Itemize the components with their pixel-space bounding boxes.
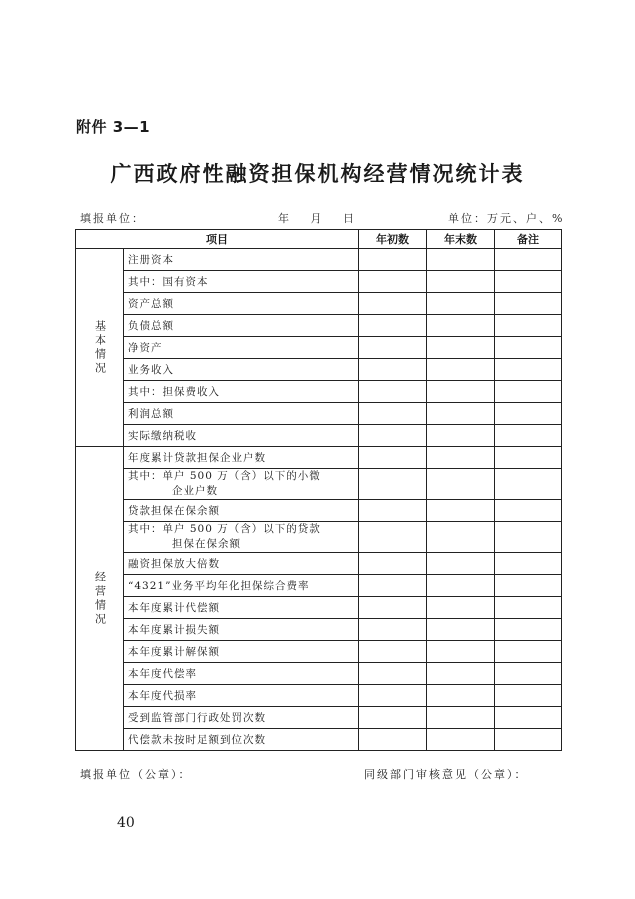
table-row <box>76 663 562 685</box>
header-end: 年末数 <box>427 230 495 249</box>
cell-begin[interactable] <box>359 707 427 729</box>
table-row <box>76 685 562 707</box>
cell-begin[interactable] <box>359 425 427 447</box>
table-row <box>76 575 562 597</box>
cell-end[interactable] <box>427 575 495 597</box>
row-label: 本年度代偿率 <box>124 663 359 685</box>
cell-note[interactable] <box>495 575 562 597</box>
table-row <box>76 315 562 337</box>
row-label: 融资担保放大倍数 <box>124 553 359 575</box>
cell-end[interactable] <box>427 707 495 729</box>
table-row <box>76 641 562 663</box>
row-label: 其中：担保费收入 <box>124 381 359 403</box>
cell-note[interactable] <box>495 249 562 271</box>
row-label: 注册资本 <box>124 249 359 271</box>
row-label: 资产总额 <box>124 293 359 315</box>
row-label: 本年度代损率 <box>124 685 359 707</box>
cell-note[interactable] <box>495 403 562 425</box>
row-label <box>124 522 359 553</box>
cell-end[interactable] <box>427 522 495 553</box>
header-item: 项目 <box>76 230 359 249</box>
row-label-line1: 其中：单户 500 万（含）以下的贷款 <box>128 523 321 535</box>
page-number: 40 <box>117 815 135 831</box>
table-row <box>76 522 562 553</box>
cell-note[interactable] <box>495 500 562 522</box>
cell-note[interactable] <box>495 619 562 641</box>
cell-end[interactable] <box>427 553 495 575</box>
row-label-line2: 企业户数 <box>172 485 218 497</box>
cell-end[interactable] <box>427 271 495 293</box>
row-label: 负债总额 <box>124 315 359 337</box>
cell-end[interactable] <box>427 619 495 641</box>
table-row <box>76 337 562 359</box>
section-operations-label: 经营情况 <box>76 447 124 751</box>
cell-begin[interactable] <box>359 685 427 707</box>
table-row <box>76 359 562 381</box>
cell-begin[interactable] <box>359 575 427 597</box>
cell-note[interactable] <box>495 337 562 359</box>
cell-begin[interactable] <box>359 249 427 271</box>
row-label <box>124 469 359 500</box>
table-row <box>76 293 562 315</box>
table-header-row <box>76 230 562 249</box>
cell-note[interactable] <box>495 315 562 337</box>
cell-begin[interactable] <box>359 663 427 685</box>
cell-end[interactable] <box>427 403 495 425</box>
row-label: 业务收入 <box>124 359 359 381</box>
row-label: “4321”业务平均年化担保综合费率 <box>124 575 359 597</box>
cell-end[interactable] <box>427 359 495 381</box>
section-basic-label: 基本情况 <box>76 249 124 447</box>
cell-begin[interactable] <box>359 641 427 663</box>
table-row <box>76 469 562 500</box>
cell-note[interactable] <box>495 293 562 315</box>
cell-end[interactable] <box>427 685 495 707</box>
table-row <box>76 500 562 522</box>
cell-note[interactable] <box>495 729 562 751</box>
reporting-unit-seal-label: 填报单位（公章）： <box>80 768 192 781</box>
cell-end[interactable] <box>427 663 495 685</box>
table-row <box>76 597 562 619</box>
cell-begin[interactable] <box>359 337 427 359</box>
document-title: 广西政府性融资担保机构经营情况统计表 <box>110 161 525 186</box>
table-row <box>76 729 562 751</box>
units-label: 单位：万元、户、% <box>448 212 565 225</box>
row-label: 实际缴纳税收 <box>124 425 359 447</box>
cell-note[interactable] <box>495 597 562 619</box>
cell-note[interactable] <box>495 553 562 575</box>
row-label: 年度累计贷款担保企业户数 <box>124 447 359 469</box>
cell-begin[interactable] <box>359 597 427 619</box>
cell-end[interactable] <box>427 447 495 469</box>
cell-begin[interactable] <box>359 315 427 337</box>
cell-begin[interactable] <box>359 271 427 293</box>
reporting-unit-label: 填报单位： <box>80 212 145 225</box>
cell-end[interactable] <box>427 315 495 337</box>
header-begin: 年初数 <box>359 230 427 249</box>
cell-note[interactable] <box>495 641 562 663</box>
cell-note[interactable] <box>495 359 562 381</box>
cell-note[interactable] <box>495 381 562 403</box>
attachment-label: 附件 3—1 <box>76 118 151 136</box>
cell-note[interactable] <box>495 685 562 707</box>
row-label: 贷款担保在保余额 <box>124 500 359 522</box>
table-row <box>76 403 562 425</box>
table-row <box>76 707 562 729</box>
cell-begin[interactable] <box>359 403 427 425</box>
cell-end[interactable] <box>427 641 495 663</box>
cell-begin[interactable] <box>359 469 427 500</box>
cell-begin[interactable] <box>359 359 427 381</box>
row-label: 受到监管部门行政处罚次数 <box>124 707 359 729</box>
table-row <box>76 271 562 293</box>
cell-end[interactable] <box>427 500 495 522</box>
row-label: 净资产 <box>124 337 359 359</box>
cell-begin[interactable] <box>359 293 427 315</box>
table-row <box>76 249 562 271</box>
cell-begin[interactable] <box>359 619 427 641</box>
table-row <box>76 447 562 469</box>
row-label: 本年度累计代偿额 <box>124 597 359 619</box>
cell-end[interactable] <box>427 425 495 447</box>
review-opinion-seal-label: 同级部门审核意见（公章）： <box>364 768 528 781</box>
row-label: 其中：国有资本 <box>124 271 359 293</box>
cell-end[interactable] <box>427 293 495 315</box>
row-label-line2: 担保在保余额 <box>172 538 241 550</box>
row-label: 利润总额 <box>124 403 359 425</box>
cell-note[interactable] <box>495 425 562 447</box>
cell-note[interactable] <box>495 707 562 729</box>
cell-note[interactable] <box>495 469 562 500</box>
cell-begin[interactable] <box>359 381 427 403</box>
cell-note[interactable] <box>495 522 562 553</box>
table-row <box>76 619 562 641</box>
table-row <box>76 553 562 575</box>
row-label: 本年度累计解保额 <box>124 641 359 663</box>
statistics-table <box>75 229 562 751</box>
row-label-line1: 其中：单户 500 万（含）以下的小微 <box>128 470 321 482</box>
cell-note[interactable] <box>495 271 562 293</box>
cell-begin[interactable] <box>359 500 427 522</box>
header-note: 备注 <box>495 230 562 249</box>
row-label: 本年度累计损失额 <box>124 619 359 641</box>
table-row <box>76 381 562 403</box>
cell-note[interactable] <box>495 447 562 469</box>
cell-end[interactable] <box>427 381 495 403</box>
cell-begin[interactable] <box>359 447 427 469</box>
cell-note[interactable] <box>495 663 562 685</box>
cell-end[interactable] <box>427 249 495 271</box>
cell-begin[interactable] <box>359 522 427 553</box>
cell-end[interactable] <box>427 597 495 619</box>
date-label: 年 月 日 <box>278 212 356 225</box>
cell-begin[interactable] <box>359 729 427 751</box>
row-label: 代偿款未按时足额到位次数 <box>124 729 359 751</box>
cell-end[interactable] <box>427 729 495 751</box>
table-row <box>76 425 562 447</box>
cell-begin[interactable] <box>359 553 427 575</box>
cell-end[interactable] <box>427 469 495 500</box>
cell-end[interactable] <box>427 337 495 359</box>
